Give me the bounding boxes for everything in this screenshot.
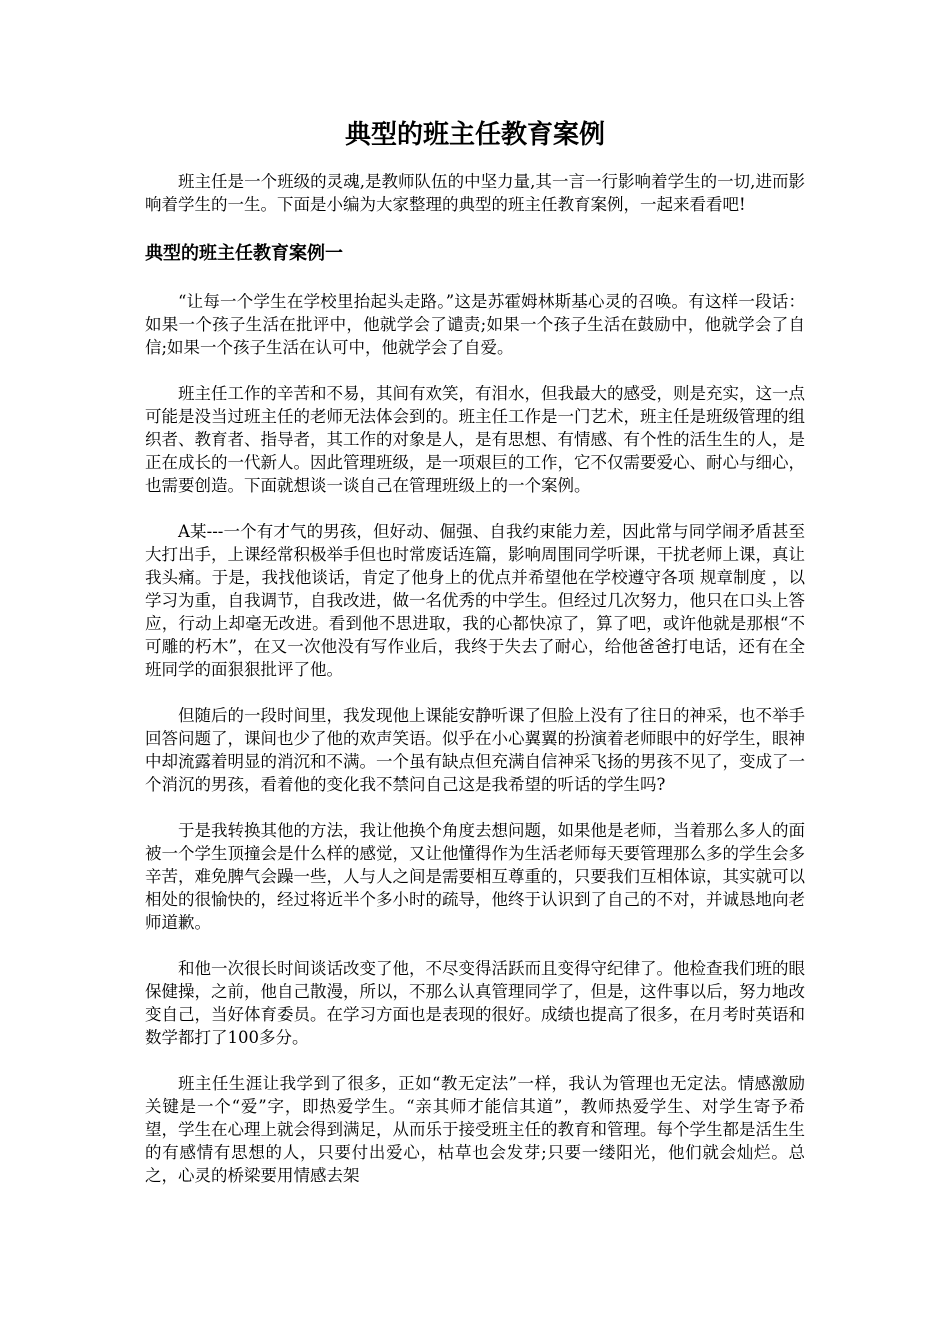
- document-body: [145, 170, 805, 1210]
- body-paragraph-6: 和他一次很长时间谈话改变了他，不尽变得活跃而且变得守纪律了。他检查我们班的眼保健操，之前，他自己散漫，所以，不那么认真管理同学了，但是，这件事以后，努力地改变自己，当好体育委员。在学习方面也是表现的很好。成绩也提高了很多，在月考时英语和数学都打了100多分。: [145, 959, 805, 1047]
- body-paragraph-1: “让每一个学生在学校里抬起头走路。”这是苏霍姆林斯基心灵的召唤。有这样一段话：如果一个孩子生活在批评中，他就学会了谴责;如果一个孩子生活在鼓励中，他就学会了自信;如果一个孩子生活在认可中，他就学会了自爱。: [145, 292, 805, 357]
- body-paragraph-3: A某---一个有才气的男孩，但好动、倔强、自我约束能力差，因此常与同学闹矛盾甚至大打出手，上课经常积极举手但也时常废话连篇，影响周围同学听课，干扰老师上课，真让我头痛。于是，我找他谈话，肯定了他身上的优点并希望他在学校遵守各项 规章制度 ，以学习为重，自我调节，自我改进，做一名优秀的中学生。但经过几次努力，他只在口头上答应，行动上却毫无改进。看到他不思进取，我的心都快凉了，算了吧，或许他就是那根“不可雕的朽木”，在又一次他没有写作业后，我终于失去了耐心，给他爸爸打电话，还有在全班同学的面狠狠批评了他。: [145, 522, 805, 679]
- document-title: 典型的班主任教育案例: [344, 120, 605, 150]
- body-paragraph-2: 班主任工作的辛苦和不易，其间有欢笑，有泪水，但我最大的感受，则是充实，这一点可能是没当过班主任的老师无法体会到的。班主任工作是一门艺术，班主任是班级管理的组织者、教育者、指导者，其工作的对象是人，是有思想、有情感、有个性的活生生的人，是正在成长的一代新人。因此管理班级，是一项艰巨的工作，它不仅需要爱心、耐心与细心，也需要创造。下面就想谈一谈自己在管理班级上的一个案例。: [145, 384, 805, 495]
- body-paragraph-7: 班主任生涯让我学到了很多，正如“教无定法”一样，我认为管理也无定法。情感激励关键是一个“爱”字，即热爱学生。“亲其师才能信其道”，教师热爱学生、对学生寄予希望，学生在心理上就会得到满足，从而乐于接受班主任的教育和管理。每个学生都是活生生的有感情有思想的人，只要付出爱心，枯草也会发芽;只要一缕阳光，他们就会灿烂。总之，心灵的桥梁要用情感去架: [145, 1074, 805, 1185]
- body-paragraph-4: 但随后的一段时间里，我发现他上课能安静听课了但脸上没有了往日的神采，也不举手回答问题了，课间也少了他的欢声笑语。似乎在小心翼翼的扮演着老师眼中的好学生，眼神中却流露着明显的消沉和不满。一个虽有缺点但充满自信神采飞扬的男孩不见了，变成了一个消沉的男孩，看着他的变化我不禁问自己这是我希望的听话的学生吗?: [145, 706, 805, 794]
- body-paragraph-5: 于是我转换其他的方法，我让他换个角度去想问题，如果他是老师，当着那么多人的面被一个学生顶撞会是什么样的感觉，又让他懂得作为生活老师每天要管理那么多的学生会多辛苦，难免脾气会躁一些，人与人之间是需要相互尊重的，只要我们互相体谅，其实就可以相处的很愉快的，经过将近半个多小时的疏导，他终于认识到了自己的不对，并诚恳地向老师道歉。: [145, 821, 805, 932]
- intro-paragraph: 班主任是一个班级的灵魂,是教师队伍的中坚力量,其一言一行影响着学生的一切,进而影响着学生的一生。下面是小编为大家整理的典型的班主任教育案例，一起来看看吧!: [145, 172, 805, 214]
- section-heading: 典型的班主任教育案例一: [145, 243, 343, 264]
